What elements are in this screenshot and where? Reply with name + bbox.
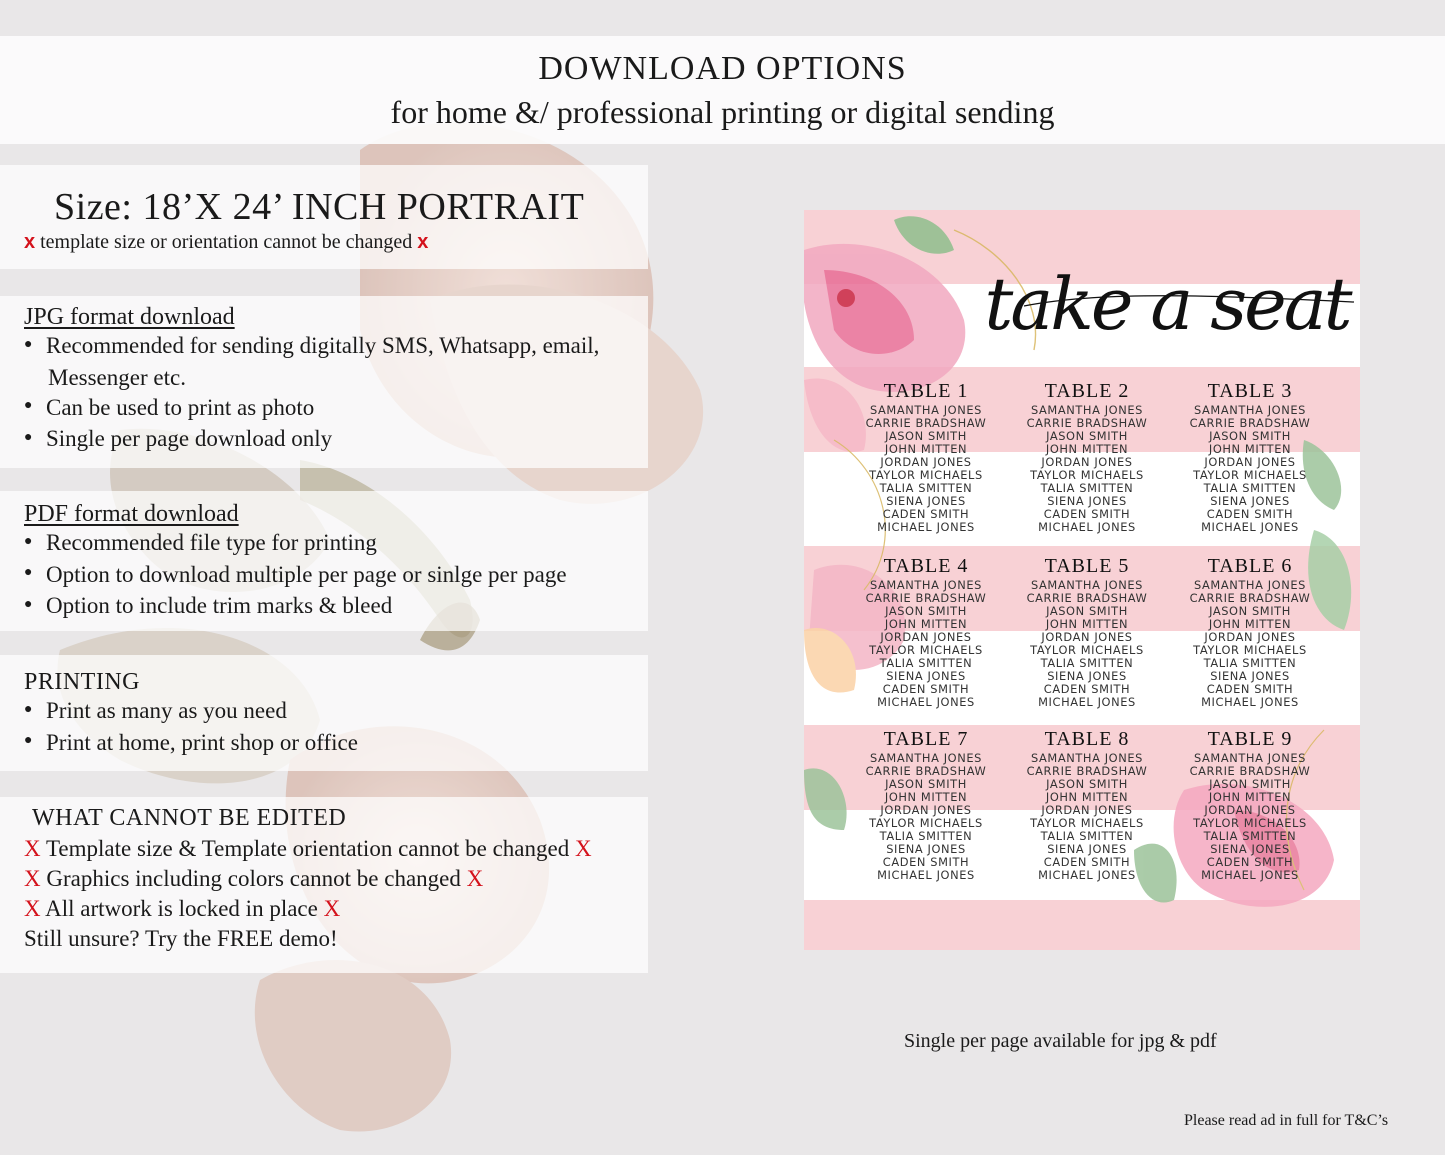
guest-name: CARRIE BRADSHAW [1026, 591, 1148, 605]
guest-name: SAMANTHA JONES [1194, 751, 1306, 765]
list-item-text: Single per page download only [46, 426, 333, 452]
guest-name: TALIA SMITTEN [1203, 481, 1297, 495]
guest-name: TAYLOR MICHAELS [1030, 468, 1144, 482]
guest-name: MICHAEL JONES [1038, 520, 1136, 534]
guest-name: TAYLOR MICHAELS [1030, 643, 1144, 657]
table-title: TABLE 5 [1044, 555, 1130, 577]
table-card [844, 555, 1008, 709]
table-title: TABLE 2 [1044, 380, 1130, 402]
bullet-dot-icon: ● [24, 533, 33, 549]
guest-name: SAMANTHA JONES [1031, 403, 1143, 417]
guest-name: MICHAEL JONES [1201, 868, 1299, 882]
availability-caption: Single per page available for jpg & pdf [904, 1030, 1217, 1052]
list-item-text: Recommended for sending digitally SMS, Whatsapp, email, [46, 333, 600, 358]
guest-name: SIENA JONES [886, 494, 966, 508]
guest-list [1168, 404, 1332, 534]
red-x-icon: x [24, 231, 36, 253]
red-x-icon: X [323, 896, 341, 921]
guest-name: TAYLOR MICHAELS [1193, 816, 1307, 830]
list-item-continuation: Messenger etc. [48, 364, 186, 390]
table-card [844, 728, 1008, 882]
guest-name: JASON SMITH [1046, 429, 1128, 443]
table-card [1005, 728, 1169, 882]
guest-name: JORDAN JONES [880, 455, 972, 469]
pdf-format-panel [0, 491, 648, 631]
list-item-text: All artwork is locked in place [45, 896, 318, 921]
list-item [24, 331, 648, 363]
guest-name: CADEN SMITH [1206, 507, 1294, 521]
table-title: TABLE 8 [1044, 728, 1130, 750]
terms-footnote: Please read ad in full for T&C’s [1184, 1112, 1389, 1129]
guest-name: JORDAN JONES [880, 630, 972, 644]
guest-name: JASON SMITH [1046, 604, 1128, 618]
printing-panel [0, 655, 648, 771]
guest-name: MICHAEL JONES [877, 868, 975, 882]
list-item [24, 528, 648, 560]
guest-name: JOHN MITTEN [1208, 442, 1292, 456]
guest-name: TALIA SMITTEN [879, 656, 973, 670]
guest-name: TALIA SMITTEN [1040, 656, 1134, 670]
table-title: TABLE 4 [883, 555, 969, 577]
guest-name: CADEN SMITH [1206, 855, 1294, 869]
guest-name: SAMANTHA JONES [1031, 578, 1143, 592]
jpg-format-panel [0, 296, 648, 468]
guest-name: CARRIE BRADSHAW [1026, 416, 1148, 430]
bullet-dot-icon: ● [24, 733, 33, 749]
guest-name: JORDAN JONES [1041, 455, 1133, 469]
list-item-text: Recommended file type for printing [46, 530, 377, 555]
seating-chart-preview [804, 210, 1360, 950]
red-x-icon: x [417, 231, 429, 253]
table-card [844, 380, 1008, 534]
guest-name: SIENA JONES [1047, 494, 1127, 508]
guest-name: CARRIE BRADSHAW [865, 764, 987, 778]
size-note-text: template size or orientation cannot be changed [40, 231, 413, 253]
guest-name: JASON SMITH [885, 429, 967, 443]
guest-name: CADEN SMITH [882, 682, 970, 696]
guest-name: SIENA JONES [1210, 494, 1290, 508]
table-title: TABLE 7 [883, 728, 969, 750]
guest-name: TAYLOR MICHAELS [1193, 643, 1307, 657]
guest-list [1168, 752, 1332, 882]
guest-name: JOHN MITTEN [884, 790, 968, 804]
guest-name: CADEN SMITH [1043, 855, 1131, 869]
guest-name: CARRIE BRADSHAW [865, 416, 987, 430]
guest-name: JORDAN JONES [1041, 630, 1133, 644]
table-card [1168, 728, 1332, 882]
bullet-dot-icon: ● [24, 565, 33, 581]
guest-name: MICHAEL JONES [1201, 520, 1299, 534]
table-card [1005, 555, 1169, 709]
list-item [24, 834, 648, 864]
guest-name: CARRIE BRADSHAW [865, 591, 987, 605]
guest-name: JASON SMITH [885, 604, 967, 618]
table-card [1168, 555, 1332, 709]
guest-name: SIENA JONES [886, 669, 966, 683]
guest-name: MICHAEL JONES [1038, 695, 1136, 709]
guest-name: TAYLOR MICHAELS [869, 643, 983, 657]
guest-name: SAMANTHA JONES [870, 578, 982, 592]
guest-name: JASON SMITH [885, 777, 967, 791]
list-item [24, 424, 648, 456]
guest-name: SIENA JONES [1210, 842, 1290, 856]
list-item [24, 560, 648, 592]
guest-name: TAYLOR MICHAELS [869, 468, 983, 482]
guest-list [844, 579, 1008, 709]
guest-name: JASON SMITH [1209, 777, 1291, 791]
guest-name: CADEN SMITH [1043, 682, 1131, 696]
guest-name: JOHN MITTEN [884, 617, 968, 631]
guest-name: TAYLOR MICHAELS [1030, 816, 1144, 830]
red-x-icon: X [24, 866, 41, 891]
guest-name: JOHN MITTEN [1208, 617, 1292, 631]
list-item [24, 696, 648, 728]
not-editable-panel [0, 797, 648, 973]
list-item-text: Template size & Template orientation cannot be changed [45, 836, 570, 861]
list-item [24, 591, 648, 623]
table-card [1005, 380, 1169, 534]
jpg-section-title: JPG format download [24, 304, 235, 330]
list-item-text: Option to include trim marks & bleed [46, 593, 393, 619]
guest-name: JOHN MITTEN [1045, 442, 1129, 456]
size-panel [0, 165, 648, 269]
guest-name: JORDAN JONES [1204, 803, 1296, 817]
guest-list [1005, 752, 1169, 882]
pdf-section-title: PDF format download [24, 501, 239, 527]
table-title: TABLE 3 [1207, 380, 1293, 402]
guest-name: MICHAEL JONES [877, 520, 975, 534]
guest-name: TALIA SMITTEN [1203, 656, 1297, 670]
red-x-icon: X [574, 836, 592, 861]
list-item-text: Graphics including colors cannot be changed [46, 866, 461, 891]
poster-script-title: take a seat [984, 262, 1350, 346]
guest-list [1005, 579, 1169, 709]
guest-name: JORDAN JONES [1041, 803, 1133, 817]
guest-name: JORDAN JONES [1204, 630, 1296, 644]
red-x-icon: X [466, 866, 484, 891]
guest-list [844, 404, 1008, 534]
guest-name: CADEN SMITH [882, 507, 970, 521]
list-item [24, 864, 648, 894]
size-title: Size: 18’X 24’ INCH PORTRAIT [54, 186, 585, 228]
printing-section-title: PRINTING [24, 669, 140, 695]
list-item [24, 393, 648, 425]
header-banner [0, 36, 1445, 144]
guest-name: TALIA SMITTEN [879, 481, 973, 495]
guest-name: MICHAEL JONES [1201, 695, 1299, 709]
bullet-dot-icon: ● [24, 398, 33, 414]
bullet-dot-icon: ● [24, 336, 33, 352]
guest-name: SAMANTHA JONES [1031, 751, 1143, 765]
list-item-text: Can be used to print as photo [46, 394, 315, 420]
guest-list [844, 752, 1008, 882]
guest-name: CADEN SMITH [1043, 507, 1131, 521]
guest-name: SAMANTHA JONES [870, 403, 982, 417]
guest-name: MICHAEL JONES [877, 695, 975, 709]
guest-name: JOHN MITTEN [1208, 790, 1292, 804]
bullet-dot-icon: ● [24, 597, 33, 613]
bullet-dot-icon: ● [24, 430, 33, 446]
guest-name: SAMANTHA JONES [1194, 578, 1306, 592]
table-title: TABLE 6 [1207, 555, 1293, 577]
red-x-icon: X [24, 836, 41, 861]
guest-name: TALIA SMITTEN [1040, 481, 1134, 495]
guest-name: TALIA SMITTEN [879, 829, 973, 843]
guest-name: SIENA JONES [1047, 842, 1127, 856]
red-x-icon: X [24, 896, 41, 921]
guest-name: MICHAEL JONES [1038, 868, 1136, 882]
guest-name: CARRIE BRADSHAW [1189, 416, 1311, 430]
bullet-dot-icon: ● [24, 701, 33, 717]
guest-name: CARRIE BRADSHAW [1026, 764, 1148, 778]
not-editable-section-title: WHAT CANNOT BE EDITED [32, 805, 347, 831]
guest-name: TAYLOR MICHAELS [869, 816, 983, 830]
page-title: DOWNLOAD OPTIONS [538, 50, 907, 87]
list-item [24, 894, 648, 924]
page-subtitle: for home &/ professional printing or digital sending [390, 94, 1055, 130]
list-item-text: Print at home, print shop or office [46, 729, 358, 755]
guest-name: JASON SMITH [1046, 777, 1128, 791]
guest-name: SIENA JONES [886, 842, 966, 856]
guest-name: SIENA JONES [1047, 669, 1127, 683]
guest-name: SIENA JONES [1210, 669, 1290, 683]
table-title: TABLE 9 [1207, 728, 1293, 750]
table-card [1168, 380, 1332, 534]
guest-name: SAMANTHA JONES [1194, 403, 1306, 417]
guest-list [1168, 579, 1332, 709]
size-note [24, 231, 648, 254]
guest-name: TALIA SMITTEN [1040, 829, 1134, 843]
guest-list [1005, 404, 1169, 534]
guest-name: SAMANTHA JONES [870, 751, 982, 765]
guest-name: JOHN MITTEN [1045, 617, 1129, 631]
guest-name: CADEN SMITH [1206, 682, 1294, 696]
guest-name: JOHN MITTEN [1045, 790, 1129, 804]
demo-prompt: Still unsure? Try the FREE demo! [24, 926, 338, 951]
guest-name: JORDAN JONES [880, 803, 972, 817]
guest-name: JOHN MITTEN [884, 442, 968, 456]
guest-name: JASON SMITH [1209, 429, 1291, 443]
guest-name: CARRIE BRADSHAW [1189, 591, 1311, 605]
guest-name: JORDAN JONES [1204, 455, 1296, 469]
guest-name: TALIA SMITTEN [1203, 829, 1297, 843]
guest-name: TAYLOR MICHAELS [1193, 468, 1307, 482]
table-title: TABLE 1 [883, 380, 969, 402]
list-item-text: Print as many as you need [46, 698, 287, 723]
guest-name: JASON SMITH [1209, 604, 1291, 618]
list-item [24, 728, 648, 760]
guest-name: CARRIE BRADSHAW [1189, 764, 1311, 778]
guest-name: CADEN SMITH [882, 855, 970, 869]
list-item-text: Option to download multiple per page or sinlge per page [46, 561, 567, 587]
